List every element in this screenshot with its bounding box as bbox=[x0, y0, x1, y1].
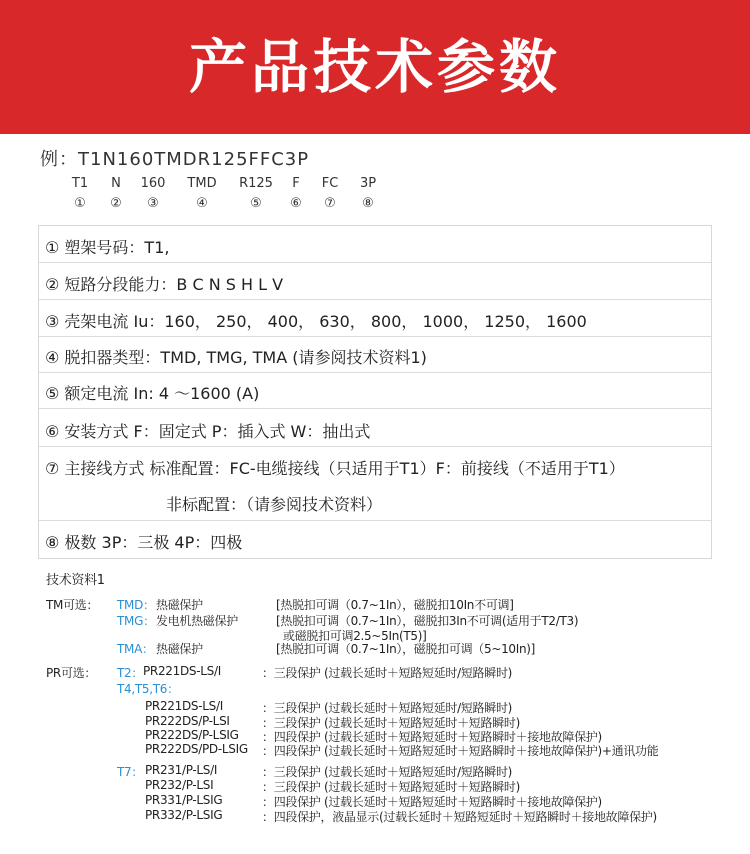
pr-model: PR222DS/P-LSI bbox=[145, 714, 230, 728]
code-segment: FC bbox=[321, 176, 339, 191]
row-divider bbox=[39, 446, 711, 447]
tm-desc: [热脱扣可调（0.7~1In），磁脱扣3In不可调(适用于T2/T3) bbox=[276, 614, 579, 628]
pr-desc: ：四段保护 (过载长延时＋短路短延时＋短路瞬时＋接地故障保护) bbox=[262, 795, 602, 809]
tm-name: 热磁保护 bbox=[156, 642, 203, 656]
row-divider bbox=[39, 262, 711, 263]
tm-desc: [热脱扣可调（0.7~1In），磁脱扣10In不可调] bbox=[276, 598, 514, 612]
segment-index: ⑦ bbox=[324, 196, 336, 211]
pr-model: PR221DS-LS/I bbox=[145, 699, 223, 713]
tm-label: TM可选： bbox=[46, 598, 99, 612]
segment-index: ④ bbox=[196, 196, 208, 211]
parameter-table: ① 塑架号码：T1, ② 短路分段能力：B C N S H L V ③ 壳架电流 Iu：160， 250， 400， 630， 800， 1000， 1250， 1600 ④ 脱扣器类型：TMD, TMG, TMA (请参阅技术资料1) ⑤ 额定电流 In: 4 ～1600 (A) ⑥ 安装方式 F：固定式 P：插入式 W：抽出式 ⑦ 主接线方式 标准配置：FC-电缆接线（只适用于T1）F：前接线（不适用于T1） 非标配置：（请参阅技术资料） ⑧ 极数 3P：三极 4P：四极 bbox=[38, 225, 712, 559]
tm-name: 热磁保护 bbox=[156, 598, 203, 612]
page-title: 产品技术参数 bbox=[188, 33, 561, 101]
pr-desc: ：四段保护 (过载长延时＋短路短延时＋短路瞬时＋接地故障保护)+通讯功能 bbox=[262, 744, 659, 758]
pr-label: PR可选： bbox=[46, 666, 97, 680]
pr-model: PR331/P-LSIG bbox=[145, 793, 223, 807]
segment-index: ② bbox=[110, 196, 122, 211]
pr-model: PR232/P-LSI bbox=[145, 778, 214, 792]
pr-model: PR332/P-LSIG bbox=[145, 808, 223, 822]
tm-code: TMD： bbox=[117, 598, 155, 612]
row-divider bbox=[39, 408, 711, 409]
tm-name: 发电机热磁保护 bbox=[156, 614, 238, 628]
pr-desc: ：三段保护 (过载长延时＋短路短延时/短路瞬时) bbox=[262, 765, 513, 779]
pr-desc: ：四段保护 (过载长延时＋短路短延时＋短路瞬时＋接地故障保护) bbox=[262, 730, 602, 744]
segment-index: ⑤ bbox=[250, 196, 262, 211]
pr-model: PR221DS-LS/I bbox=[143, 664, 221, 678]
row-divider bbox=[39, 336, 711, 337]
tm-desc-continued: 或磁脱扣可调2.5~5In(T5)] bbox=[283, 629, 427, 643]
tm-desc: [热脱扣可调（0.7~1In），磁脱扣可调（5~10In)] bbox=[276, 642, 536, 656]
code-segment: R125 bbox=[239, 176, 273, 191]
pr-desc: ：三段保护 (过载长延时＋短路短延时/短路瞬时) bbox=[262, 701, 513, 715]
pr-frame-t7: T7： bbox=[117, 765, 144, 779]
pr-desc: ：三段保护 (过载长延时＋短路短延时/短路瞬时) bbox=[262, 666, 513, 680]
row-divider bbox=[39, 520, 711, 521]
example-model-code: 例：T1N160TMDR125FFC3P bbox=[40, 149, 310, 170]
tm-code: TMG： bbox=[117, 614, 155, 628]
pr-desc: ：三段保护 (过载长延时＋短路短延时＋短路瞬时) bbox=[262, 716, 520, 730]
row-divider bbox=[39, 299, 711, 300]
pr-desc: ：四段保护，液晶显示(过载长延时＋短路短延时＋短路瞬时＋接地故障保护) bbox=[262, 810, 657, 824]
segment-index: ① bbox=[74, 196, 86, 211]
segment-index: ⑧ bbox=[362, 196, 374, 211]
code-segment: T1 bbox=[71, 176, 89, 191]
section-heading: 技术资料1 bbox=[46, 573, 105, 588]
tm-code: TMA： bbox=[117, 642, 154, 656]
pr-frame-t4-t5-t6: T4,T5,T6： bbox=[117, 682, 179, 696]
code-segment: F bbox=[292, 176, 300, 191]
pr-desc: ：三段保护 (过载长延时＋短路短延时＋短路瞬时) bbox=[262, 780, 520, 794]
row-divider bbox=[39, 372, 711, 373]
pr-model: PR231/P-LS/I bbox=[145, 763, 218, 777]
code-segment: 160 bbox=[140, 176, 166, 191]
segment-index: ③ bbox=[147, 196, 159, 211]
code-segment: TMD bbox=[187, 176, 217, 191]
title-banner bbox=[0, 0, 750, 134]
pr-model: PR222DS/PD-LSIG bbox=[145, 742, 248, 756]
code-segment: N bbox=[111, 176, 121, 191]
code-segment: 3P bbox=[359, 176, 377, 191]
pr-frame-t2: T2： bbox=[117, 666, 144, 680]
segment-index: ⑥ bbox=[290, 196, 302, 211]
pr-model: PR222DS/P-LSIG bbox=[145, 728, 239, 742]
